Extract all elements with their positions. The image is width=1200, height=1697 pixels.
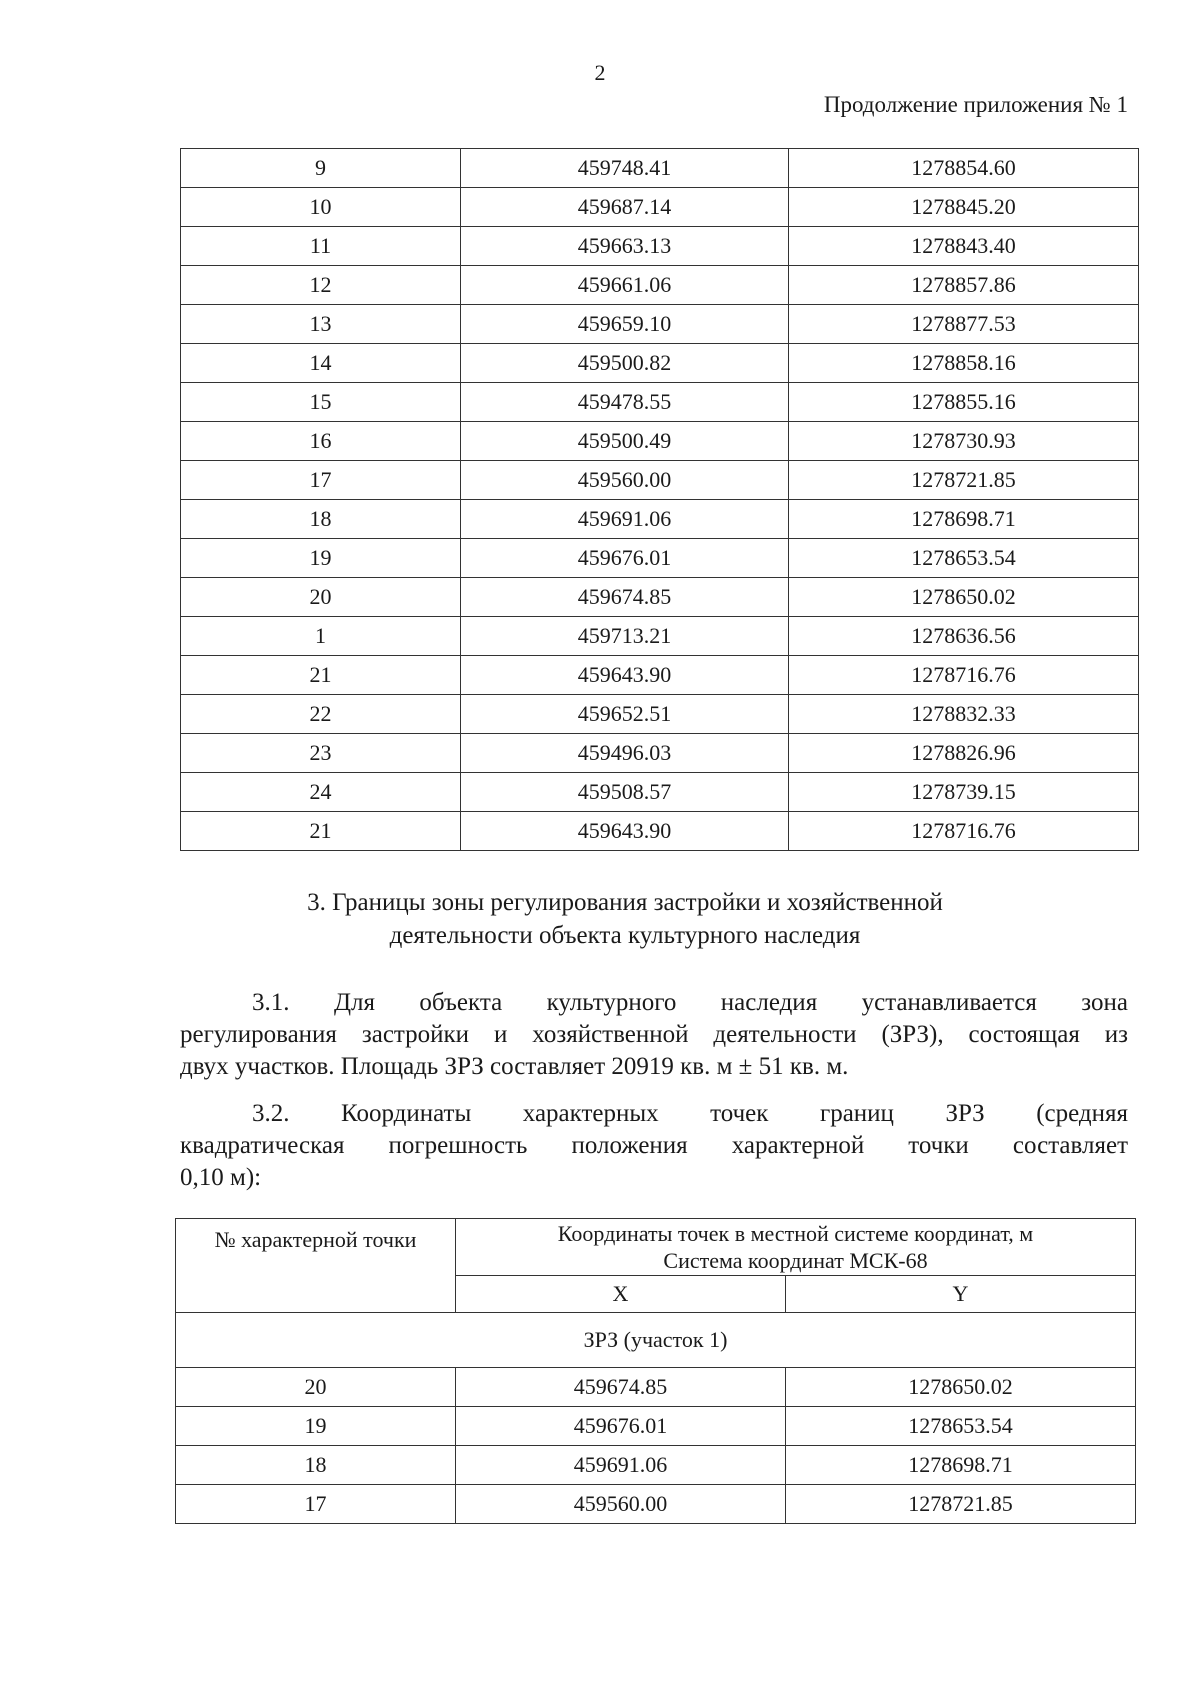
y-coordinate-cell: 1278730.93 [789,422,1139,461]
coordinates-table-body [181,149,1139,851]
y-coordinate-cell: 1278721.85 [786,1485,1136,1524]
y-coordinate-cell: 1278739.15 [789,773,1139,812]
x-coordinate-cell: 459508.57 [461,773,789,812]
zrz-coordinates-table [175,1218,1136,1524]
table-row [181,734,1139,773]
table-row [181,773,1139,812]
table-header-row [176,1219,1136,1276]
header-point-number: № характерной точки [176,1219,456,1313]
paragraph-3-2-line-2: квадратическая погрешность положения характерной точки составляет [180,1132,1128,1159]
table-row [181,305,1139,344]
y-coordinate-cell: 1278716.76 [789,812,1139,851]
header-coordinates-line-2: Система координат МСК-68 [663,1248,928,1273]
y-coordinate-cell: 1278653.54 [789,539,1139,578]
y-coordinate-cell: 1278877.53 [789,305,1139,344]
x-coordinate-cell: 459674.85 [456,1368,786,1407]
paragraph-3-2-line-1: 3.2. Координаты характерных точек границ ЗРЗ (средняя [252,1100,1128,1127]
y-coordinate-cell: 1278650.02 [786,1368,1136,1407]
appendix-continuation-note: Продолжение приложения № 1 [823,92,1128,117]
table-row [181,149,1139,188]
x-coordinate-cell: 459691.06 [461,500,789,539]
table-row [181,383,1139,422]
page-number: 2 [594,60,606,85]
y-coordinate-cell: 1278843.40 [789,227,1139,266]
y-coordinate-cell: 1278650.02 [789,578,1139,617]
x-coordinate-cell: 459500.49 [461,422,789,461]
table-row [181,461,1139,500]
x-coordinate-cell: 459643.90 [461,812,789,851]
header-x: X [456,1276,786,1313]
point-number-cell: 13 [181,305,461,344]
table-row [181,617,1139,656]
x-coordinate-cell: 459478.55 [461,383,789,422]
table-row [181,344,1139,383]
table-row [181,695,1139,734]
y-coordinate-cell: 1278845.20 [789,188,1139,227]
x-coordinate-cell: 459659.10 [461,305,789,344]
section-3-heading-line-2: деятельности объекта культурного наследия [389,922,861,949]
y-coordinate-cell: 1278858.16 [789,344,1139,383]
y-coordinate-cell: 1278698.71 [786,1446,1136,1485]
y-coordinate-cell: 1278698.71 [789,500,1139,539]
point-number-cell: 18 [181,500,461,539]
zrz-table-body [176,1313,1136,1368]
x-coordinate-cell: 459687.14 [461,188,789,227]
point-number-cell: 9 [181,149,461,188]
y-coordinate-cell: 1278721.85 [789,461,1139,500]
table-row [181,812,1139,851]
x-coordinate-cell: 459663.13 [461,227,789,266]
paragraph-3-1-line-2: регулирования застройки и хозяйственной деятельности (ЗРЗ), состоящая из [180,1021,1128,1048]
y-coordinate-cell: 1278716.76 [789,656,1139,695]
zrz-table-data [176,1368,1136,1524]
x-coordinate-cell: 459661.06 [461,266,789,305]
table-row [181,656,1139,695]
point-number-cell: 14 [181,344,461,383]
paragraph-3-2 [180,1098,1128,1194]
table-row [176,1485,1136,1524]
header-y: Y [786,1276,1136,1313]
header-coordinates [456,1219,1136,1276]
x-coordinate-cell: 459500.82 [461,344,789,383]
zrz-section-label: ЗРЗ (участок 1) [176,1313,1136,1368]
table-row [181,227,1139,266]
point-number-cell: 16 [181,422,461,461]
table-row [176,1368,1136,1407]
point-number-cell: 17 [176,1485,456,1524]
x-coordinate-cell: 459676.01 [456,1407,786,1446]
y-coordinate-cell: 1278636.56 [789,617,1139,656]
table-row [176,1446,1136,1485]
point-number-cell: 21 [181,656,461,695]
x-coordinate-cell: 459652.51 [461,695,789,734]
x-coordinate-cell: 459691.06 [456,1446,786,1485]
paragraph-3-1-line-1: 3.1. Для объекта культурного наследия устанавливается зона [252,989,1128,1016]
table-row [181,188,1139,227]
section-3-heading [250,886,1000,952]
coordinates-table-continued [180,148,1139,851]
y-coordinate-cell: 1278857.86 [789,266,1139,305]
point-number-cell: 12 [181,266,461,305]
table-row [181,578,1139,617]
point-number-cell: 23 [181,734,461,773]
x-coordinate-cell: 459496.03 [461,734,789,773]
section-row [176,1313,1136,1368]
x-coordinate-cell: 459674.85 [461,578,789,617]
y-coordinate-cell: 1278653.54 [786,1407,1136,1446]
x-coordinate-cell: 459560.00 [461,461,789,500]
paragraph-3-2-line-3: 0,10 м): [180,1164,262,1191]
table-row [176,1407,1136,1446]
table-row [181,500,1139,539]
y-coordinate-cell: 1278826.96 [789,734,1139,773]
table-row [181,539,1139,578]
point-number-cell: 24 [181,773,461,812]
point-number-cell: 18 [176,1446,456,1485]
x-coordinate-cell: 459643.90 [461,656,789,695]
x-coordinate-cell: 459676.01 [461,539,789,578]
x-coordinate-cell: 459713.21 [461,617,789,656]
y-coordinate-cell: 1278855.16 [789,383,1139,422]
section-3-heading-line-1: 3. Границы зоны регулирования застройки и хозяйственной [307,889,943,916]
table-row [181,422,1139,461]
x-coordinate-cell: 459748.41 [461,149,789,188]
paragraph-3-1-line-3: двух участков. Площадь ЗРЗ составляет 20919 кв. м ± 51 кв. м. [180,1053,849,1080]
point-number-cell: 20 [176,1368,456,1407]
point-number-cell: 20 [181,578,461,617]
point-number-cell: 15 [181,383,461,422]
point-number-cell: 19 [181,539,461,578]
x-coordinate-cell: 459560.00 [456,1485,786,1524]
header-coordinates-line-1: Координаты точек в местной системе координат, м [557,1221,1034,1246]
point-number-cell: 10 [181,188,461,227]
point-number-cell: 21 [181,812,461,851]
table-row [181,266,1139,305]
y-coordinate-cell: 1278854.60 [789,149,1139,188]
point-number-cell: 19 [176,1407,456,1446]
point-number-cell: 22 [181,695,461,734]
point-number-cell: 17 [181,461,461,500]
y-coordinate-cell: 1278832.33 [789,695,1139,734]
point-number-cell: 1 [181,617,461,656]
paragraph-3-1 [180,987,1128,1083]
point-number-cell: 11 [181,227,461,266]
